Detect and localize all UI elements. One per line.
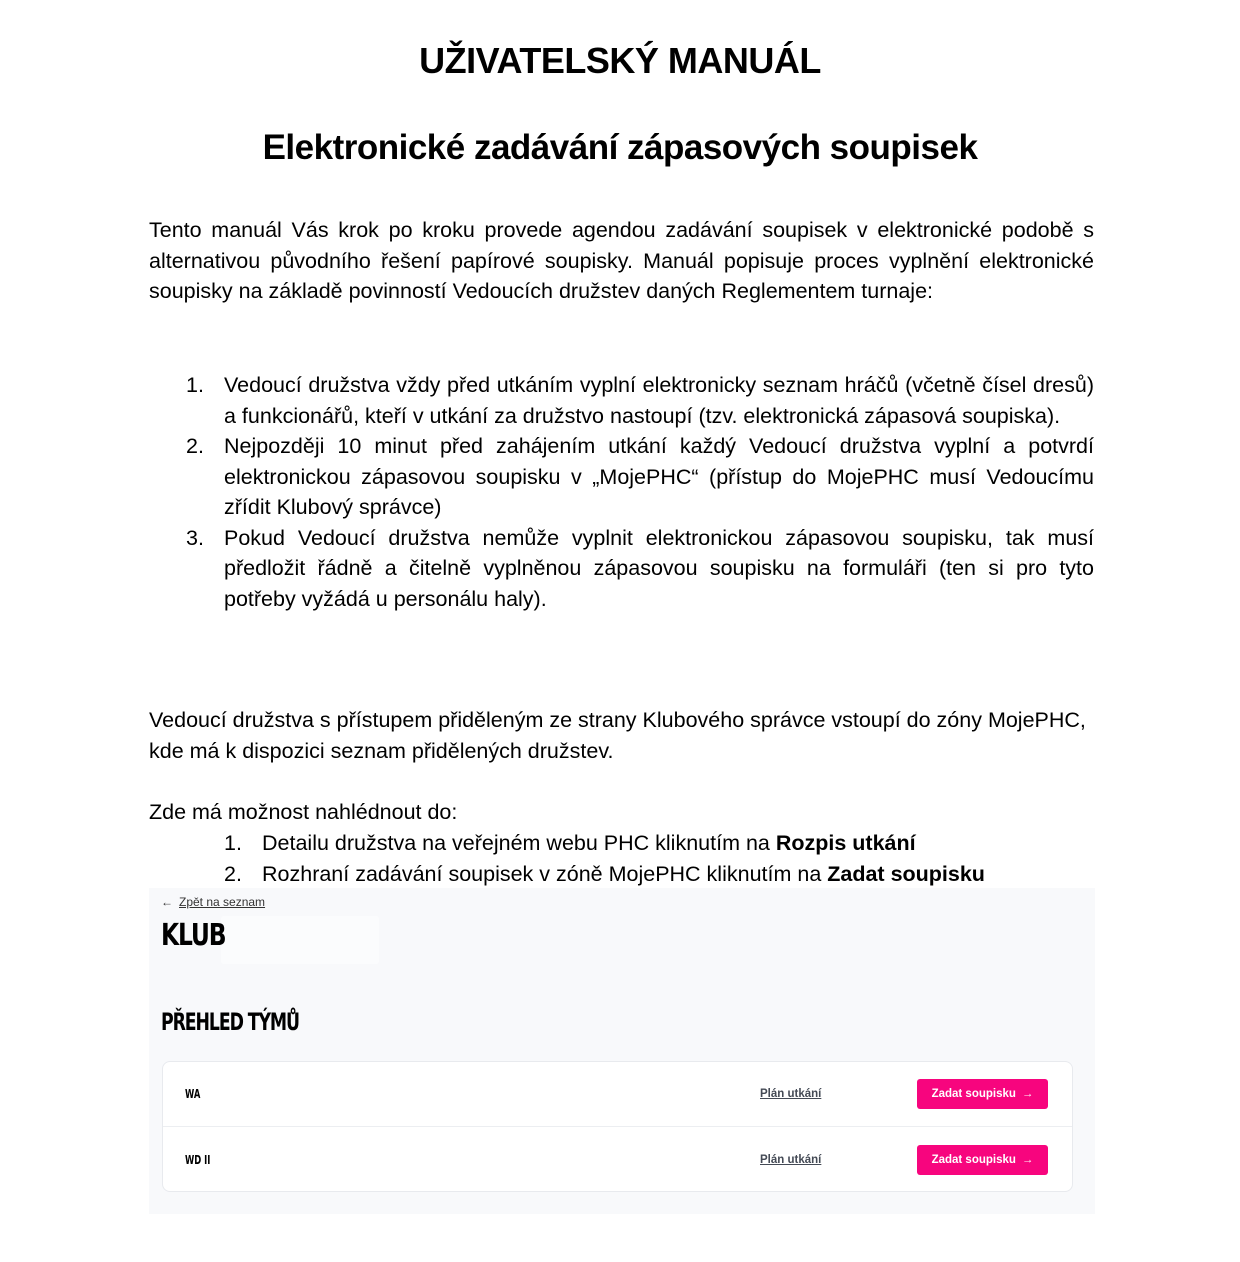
- obligations-list: [186, 370, 1094, 614]
- teams-overview-title: PŘEHLED TÝMŮ: [161, 1008, 299, 1036]
- manual-title: UŽIVATELSKÝ MANUÁL: [419, 40, 821, 81]
- manual-subtitle: Elektronické zadávání zápasových soupisek: [262, 128, 978, 167]
- list-text: Vedoucí družstva vždy před utkáním vyplní elektronicky seznam hráčů (včetně čísel dresů) a funkcionářů, kteří v utkání za družstvo nastoupí (tzv. elektronická zápasová soupiska).: [224, 373, 1094, 428]
- list-text-wrap: [262, 828, 916, 859]
- list-item: [224, 859, 1104, 890]
- list-number: 3.: [186, 525, 204, 550]
- match-plan-link[interactable]: Plán utkání: [760, 1153, 822, 1166]
- arrow-right-icon: →: [1021, 1153, 1034, 1166]
- list-text: Rozhraní zadávání soupisek v zóně MojePHC kliknutím na: [262, 861, 828, 886]
- list-bold-text: Zadat soupisku: [827, 861, 985, 886]
- list-number: 1.: [186, 373, 204, 397]
- options-list: [224, 828, 1104, 889]
- teams-card: [162, 1061, 1073, 1192]
- list-text: Detailu družstva na veřejném webu PHC kliknutím na: [262, 831, 776, 855]
- list-text-wrap: [262, 859, 985, 890]
- list-number: 2.: [224, 861, 242, 886]
- list-text: Nejpozději 10 minut před zahájením utkání každý Vedoucí družstva vyplní a potvrdí elektronickou zápasovou soupisku v „MojePHC“ (přístup do MojePHC musí Vedoucímu zřídit Klubový správce): [224, 434, 1094, 519]
- table-row: [163, 1127, 1072, 1192]
- submit-roster-button[interactable]: [917, 1145, 1048, 1175]
- submit-roster-button[interactable]: [917, 1079, 1048, 1109]
- team-name: WA: [185, 1087, 201, 1101]
- match-plan-link[interactable]: Plán utkání: [760, 1088, 822, 1100]
- club-name-redacted: [221, 916, 379, 964]
- embedded-screenshot: [149, 888, 1095, 1214]
- submit-roster-label: Zadat soupisku: [931, 1088, 1016, 1100]
- back-to-list-link[interactable]: [161, 895, 265, 909]
- intro-paragraph: Tento manuál Vás krok po kroku provede agendou zadávání soupisek v elektronické podobě s alternativou původního řešení papírové soupisky. Manuál popisuje proces vyplnění elektronické soupisky na základě povinností Vedoucích družstev daných Reglementem turnaje:: [149, 218, 1094, 303]
- options-intro: Zde má možnost nahlédnout do:: [149, 800, 458, 824]
- list-number: 1.: [224, 831, 242, 855]
- arrow-left-icon: ←: [161, 895, 173, 909]
- list-item: [224, 828, 1104, 859]
- back-link-label: Zpět na seznam: [179, 895, 266, 909]
- list-item: [186, 431, 1094, 523]
- list-text: Pokud Vedoucí družstva nemůže vyplnit elektronickou zápasovou soupisku, tak musí předložit řádně a čitelně vyplněnou zápasovou soupisku na formuláři (ten si pro tyto potřeby vyžádá u personálu haly).: [224, 525, 1094, 611]
- list-item: [186, 370, 1094, 431]
- submit-roster-label: Zadat soupisku: [931, 1153, 1016, 1166]
- arrow-right-icon: →: [1021, 1088, 1034, 1100]
- list-number: 2.: [186, 434, 204, 458]
- list-bold-text: Rozpis utkání: [775, 831, 916, 855]
- table-row: [163, 1062, 1072, 1127]
- access-paragraph: Vedoucí družstva s přístupem přiděleným ze strany Klubového správce vstoupí do zóny MojePHC, kde má k dispozici seznam přidělených družstev.: [149, 708, 1086, 763]
- club-title: KLUB: [161, 918, 226, 953]
- team-name: WD II: [185, 1152, 211, 1167]
- list-item: [186, 523, 1094, 615]
